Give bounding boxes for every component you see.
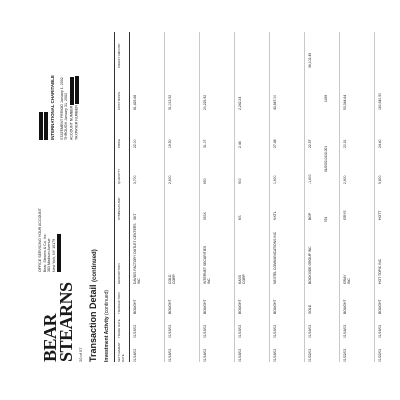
section-title-text: Transaction Detail: [88, 284, 98, 362]
cell-price: 22.00: [133, 139, 137, 148]
column-header-transaction: TRANSACTION: [117, 292, 121, 314]
account-name: INTERNATIONAL CHARITABLE: [50, 75, 55, 140]
section-title-suffix: (continued): [92, 249, 98, 282]
description-line: GRAY: [343, 274, 347, 284]
cell-trade: 01/15/02: [168, 324, 172, 338]
footer-code-center: 01/0002-0410-001: [324, 145, 328, 172]
activity-title: [104, 290, 110, 362]
taxpayer-number-row: [74, 54, 79, 140]
cell-desc: [203, 246, 211, 284]
cell-qty: -1,600: [308, 174, 312, 184]
redaction-bar: [39, 112, 43, 140]
cell-symbol: ISSX: [203, 212, 207, 220]
cell-symbol: SKT: [133, 213, 137, 220]
cell-desc: [168, 274, 176, 284]
cell-txn: BOUGHT: [273, 299, 277, 314]
office-address-block: [38, 202, 61, 272]
cell-txn: BOUGHT: [238, 299, 242, 314]
cell-txn: BOUGHT: [378, 299, 382, 314]
statement-label: TAXPAYER NUMBER: [74, 105, 79, 140]
table-body: [130, 32, 400, 362]
cell-price: 22.57: [308, 139, 312, 148]
bear-stearns-logo: [42, 282, 74, 362]
cell-txn: BOUGHT: [133, 299, 137, 314]
cell-desc: [238, 274, 246, 284]
column-header-quantity: QUANTITY: [117, 168, 121, 184]
address-line: New York, NY 10179: [51, 238, 56, 272]
table-row: [200, 32, 235, 362]
cell-cost: 51,013.52: [168, 94, 172, 110]
cell-txn: BOUGHT: [203, 299, 207, 314]
cell-cost: 53,344.64: [343, 94, 347, 110]
column-header-cost-basis: COST BASIS: [117, 92, 121, 110]
description-line: BOCKSIDE GROUP INC: [308, 246, 312, 284]
cell-symbol: GRYS: [343, 210, 347, 220]
statement-label: ACCOUNT NUMBER: [69, 105, 74, 140]
cell-desc: [133, 223, 141, 284]
table-row: [340, 32, 375, 362]
redaction-bar: [44, 112, 48, 140]
cell-other: 36,102.45: [308, 52, 312, 68]
column-header-trade: TRADE DATE: [117, 319, 121, 338]
redaction-bar: [57, 234, 61, 272]
cell-desc: [343, 275, 351, 284]
table-row: [270, 32, 305, 362]
footer-code-left: 551: [324, 216, 328, 222]
cell-qty: 2,600: [168, 175, 172, 184]
cell-txn: SOLD: [308, 304, 312, 314]
table-row: [235, 32, 270, 362]
cell-desc: [273, 232, 277, 284]
cell-qty: 650: [203, 178, 207, 184]
logo-line-1: BEAR: [40, 313, 60, 362]
activity-title-text: Investment Activity: [104, 316, 110, 362]
rotated-content: [28, 28, 382, 372]
cell-price: 20.51: [343, 139, 347, 148]
column-header-symbol: SYMBOL/CUSIP: [117, 197, 121, 220]
column-header-description: DESCRIPTION: [117, 263, 121, 284]
description-line: COLD: [168, 274, 172, 284]
cell-symbol: KS: [238, 215, 242, 220]
table-row: [165, 32, 200, 362]
table-row: [375, 32, 400, 362]
description-line: INC: [137, 278, 142, 284]
cell-settle: 01/18/02: [133, 348, 137, 362]
address-line: Bear, Stearns & Co. Inc.: [42, 233, 47, 272]
cell-trade: 01/15/02: [203, 324, 207, 338]
cell-cost: 2,242.24: [238, 96, 242, 110]
investment-activity-table: [114, 32, 400, 362]
cell-price: 2.44: [238, 141, 242, 148]
cell-trade: 01/16/02: [308, 324, 312, 338]
cell-trade: 01/15/02: [133, 324, 137, 338]
cell-txn: BOUGHT: [168, 299, 172, 314]
cell-settle: 01/22/02: [343, 348, 347, 362]
section-title: [88, 249, 98, 362]
cell-trade: 01/15/02: [273, 324, 277, 338]
description-line: INC: [207, 278, 212, 284]
cell-desc: [308, 246, 312, 284]
cell-qty: 2,600: [343, 175, 347, 184]
description-line: DAVIDS FACTORY OUTLET CENTERS: [133, 223, 137, 284]
cell-qty: 3,700: [133, 175, 137, 184]
column-header-price: PRICE: [117, 138, 121, 148]
description-line: KASS: [238, 274, 242, 284]
cell-symbol: HOTT: [378, 210, 382, 220]
cell-cost: 43,847.00: [273, 94, 277, 110]
cell-qty: 900: [238, 178, 242, 184]
cell-price: 24.40: [378, 139, 382, 148]
description-line: HOT TOPIC INC: [378, 258, 382, 284]
cell-qty: 1,600: [273, 175, 277, 184]
cell-settle: 01/18/02: [203, 348, 207, 362]
cell-price: 27.48: [273, 139, 277, 148]
redaction-bar: [75, 76, 79, 104]
cell-cost: 81,425.68: [133, 94, 137, 110]
column-header-credit: CREDIT AMOUNT: [117, 43, 121, 68]
page-number: 20 of 57: [78, 347, 83, 362]
statement-label: STATEMENT PERIOD: [59, 104, 64, 140]
description-line: CORP: [172, 274, 177, 284]
statement-value: January 1, 2002: [59, 77, 64, 104]
cell-cost: 160,640.50: [378, 93, 382, 110]
cell-desc: [378, 259, 382, 284]
description-line: INC: [347, 278, 352, 284]
column-header-settlement: SETTLEMENT DATE: [117, 342, 125, 362]
cell-price: 19.50: [168, 139, 172, 148]
cell-price: 31.07: [203, 139, 207, 148]
cell-symbol: NXTL: [273, 211, 277, 220]
cell-cost: 20,225.92: [203, 94, 207, 110]
account-info-block: [38, 54, 79, 140]
statement-value: January 31, 2002: [64, 93, 69, 121]
cell-symbol: BGP: [308, 212, 312, 220]
table-header: [114, 32, 130, 362]
table-row: [130, 32, 165, 362]
cell-settle: 01/22/02: [378, 348, 382, 362]
statement-label: THROUGH: [64, 121, 69, 140]
description-line: NEXTEL COMMUNICATIONS INC: [273, 231, 277, 284]
cell-txn: BOUGHT: [343, 299, 347, 314]
footer-code-right: 1458: [324, 94, 328, 102]
cell-qty: 5,800: [378, 175, 382, 184]
address-line: OFFICE SERVICING YOUR ACCOUNT: [38, 208, 42, 272]
cell-trade: 01/16/02: [378, 324, 382, 338]
cell-trade: 01/15/02: [238, 324, 242, 338]
cell-settle: 01/18/02: [238, 348, 242, 362]
cell-settle: 01/18/02: [168, 348, 172, 362]
logo-line-2: STEARNS: [56, 282, 76, 362]
address-line: 383 Madison Avenue: [47, 238, 52, 272]
table-row: [305, 32, 340, 362]
cell-settle: 01/22/02: [308, 348, 312, 362]
activity-title-suffix: (continued): [104, 289, 110, 315]
description-line: INTERNET SECURITIES: [203, 245, 207, 284]
cell-settle: 01/18/02: [273, 348, 277, 362]
description-line: CORP: [242, 274, 247, 284]
cell-trade: 01/16/02: [343, 324, 347, 338]
